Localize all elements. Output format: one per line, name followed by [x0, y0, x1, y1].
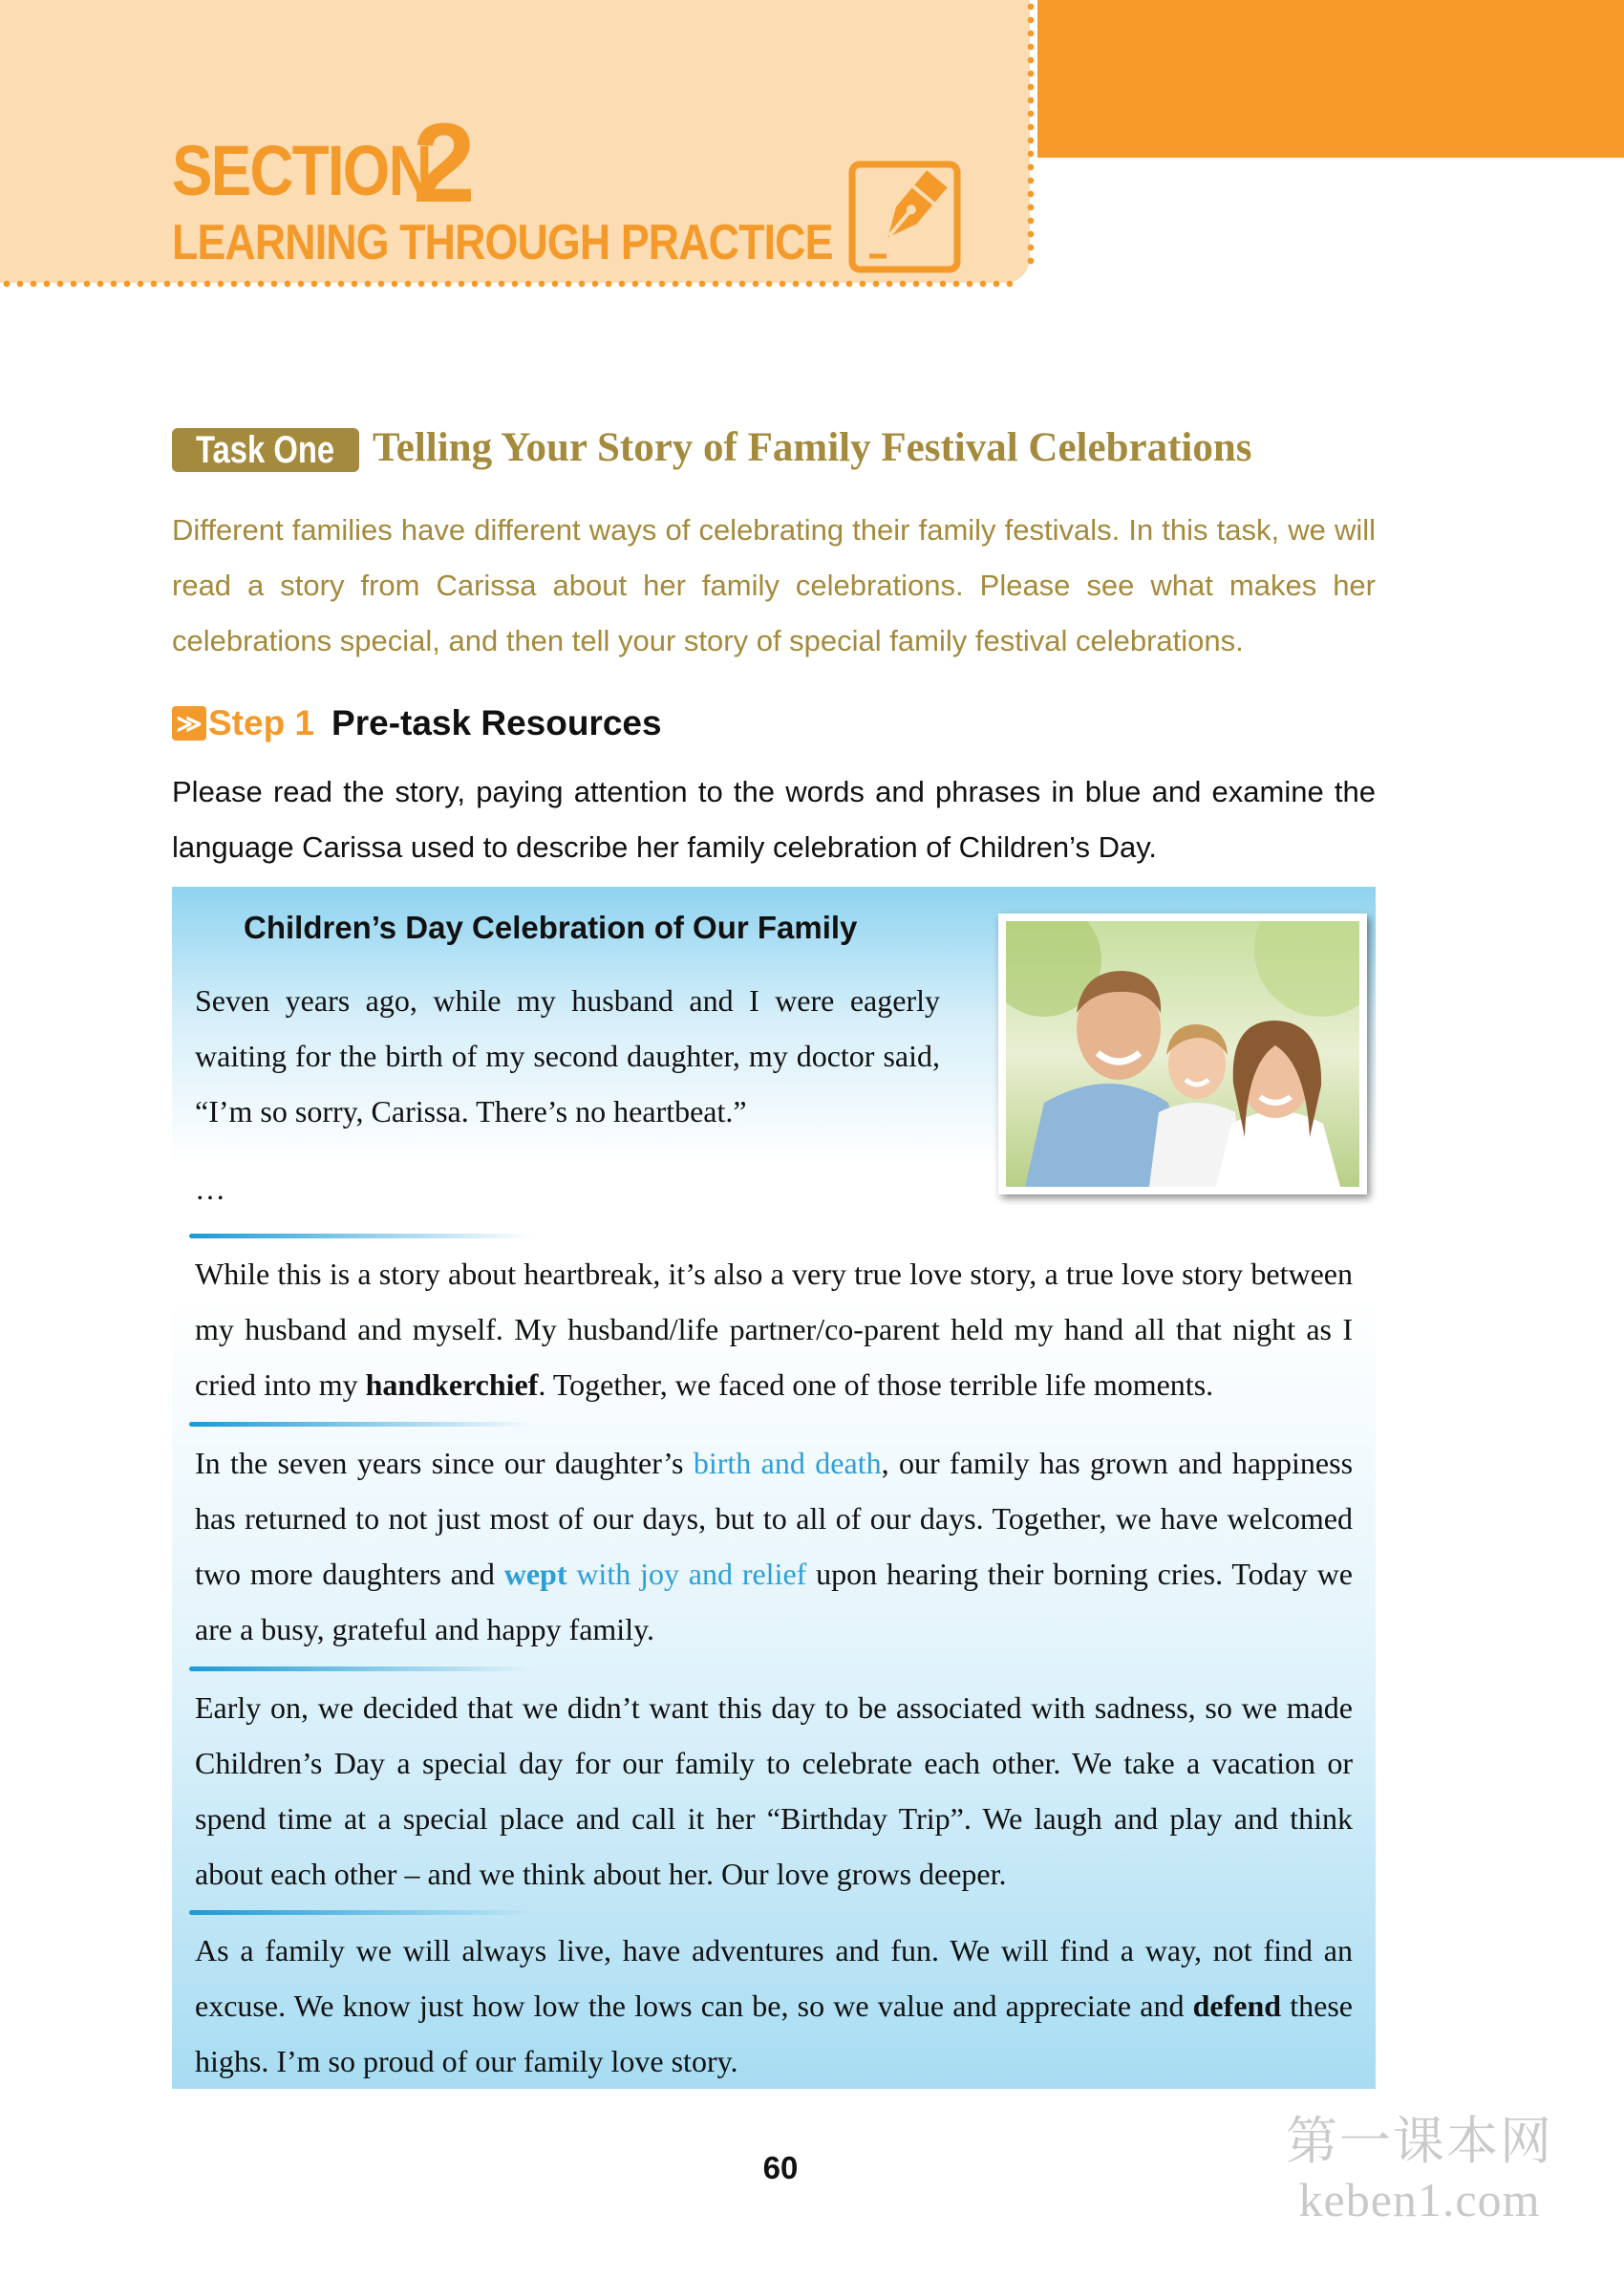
story-paragraph-1: Seven years ago, while my husband and I were eagerly waiting for the birth of my second daughter, my doctor said, “I’m so sorry, Carissa. There’s no heartbeat.” — [195, 983, 940, 1129]
header-dotted-border-vertical — [1026, 0, 1036, 269]
step-heading — [172, 701, 662, 745]
story-divider — [189, 1234, 533, 1238]
task-badge: Task One — [172, 428, 359, 472]
section-subtitle: LEARNING THROUGH PRACTICE — [172, 215, 833, 270]
fountain-pen-icon — [848, 161, 961, 273]
watermark-url: keben1.com — [1298, 2173, 1541, 2226]
story-title: Children’s Day Celebration of Our Family — [244, 910, 858, 945]
task-intro: Different families have different ways of celebrating their family festivals. In this task, we will read a story from Carissa about her family celebrations. Please see what makes her celebrations special, and then tell your story of special family festival celebrations. — [172, 513, 1376, 657]
page-number: 60 — [762, 2150, 799, 2185]
watermark-chinese: 第一课本网 — [1286, 2111, 1553, 2171]
story-paragraph-4: Early on, we decided that we didn’t want this day to be associated with sadness, so we made Children’s Day a special day for our family to celebrate each other. We take a vacation or spend time at a special place and call it her “Birthday Trip”. We laugh and play and think about each other – and we think about her. Our love grows deeper. — [195, 1690, 1353, 1891]
story-divider — [189, 1910, 533, 1915]
double-chevron-icon: ≫ — [172, 706, 206, 741]
header-dotted-border — [0, 279, 1013, 289]
story-paragraph-2: While this is a story about heartbreak, it’s also a very true love story, a true love story between my husband and myself. My husband/life partner/co-parent held my hand all that night as I cried into my handkerchief. Together, we faced one of those terrible life moments. — [195, 1257, 1353, 1402]
step-instruction: Please read the story, paying attention to the words and phrases in blue and examine the language Carissa used to describe her family celebration of Children’s Day. — [172, 775, 1376, 864]
story-ellipsis: … — [195, 1172, 225, 1206]
story-divider — [189, 1422, 533, 1427]
task-title: Telling Your Story of Family Festival Celebrations — [373, 425, 1252, 470]
family-photo — [998, 914, 1367, 1194]
story-paragraph-5: As a family we will always live, have adventures and fun. We will find a way, not find an excuse. We know just how low the lows can be, so we value and appreciate and defend these highs. I’m so proud of our family love story. — [195, 1933, 1354, 2078]
story-divider — [189, 1666, 533, 1671]
step-number: Step 1 — [208, 703, 315, 742]
story-paragraph-3: In the seven years since our daughter’s birth and death, our family has grown and happiness has returned to not just most of our days, but to all of our days. Together, we have welcomed two more daughters and wept with joy and relief upon hearing their borning cries. Today we are a busy, grateful and happy family. — [195, 1446, 1354, 1646]
step-name: Pre-task Resources — [331, 703, 662, 742]
section-label: SECTION — [172, 131, 431, 210]
section-number: 2 — [413, 100, 476, 226]
header-orange-block — [1037, 0, 1624, 158]
watermark — [1276, 2110, 1563, 2226]
